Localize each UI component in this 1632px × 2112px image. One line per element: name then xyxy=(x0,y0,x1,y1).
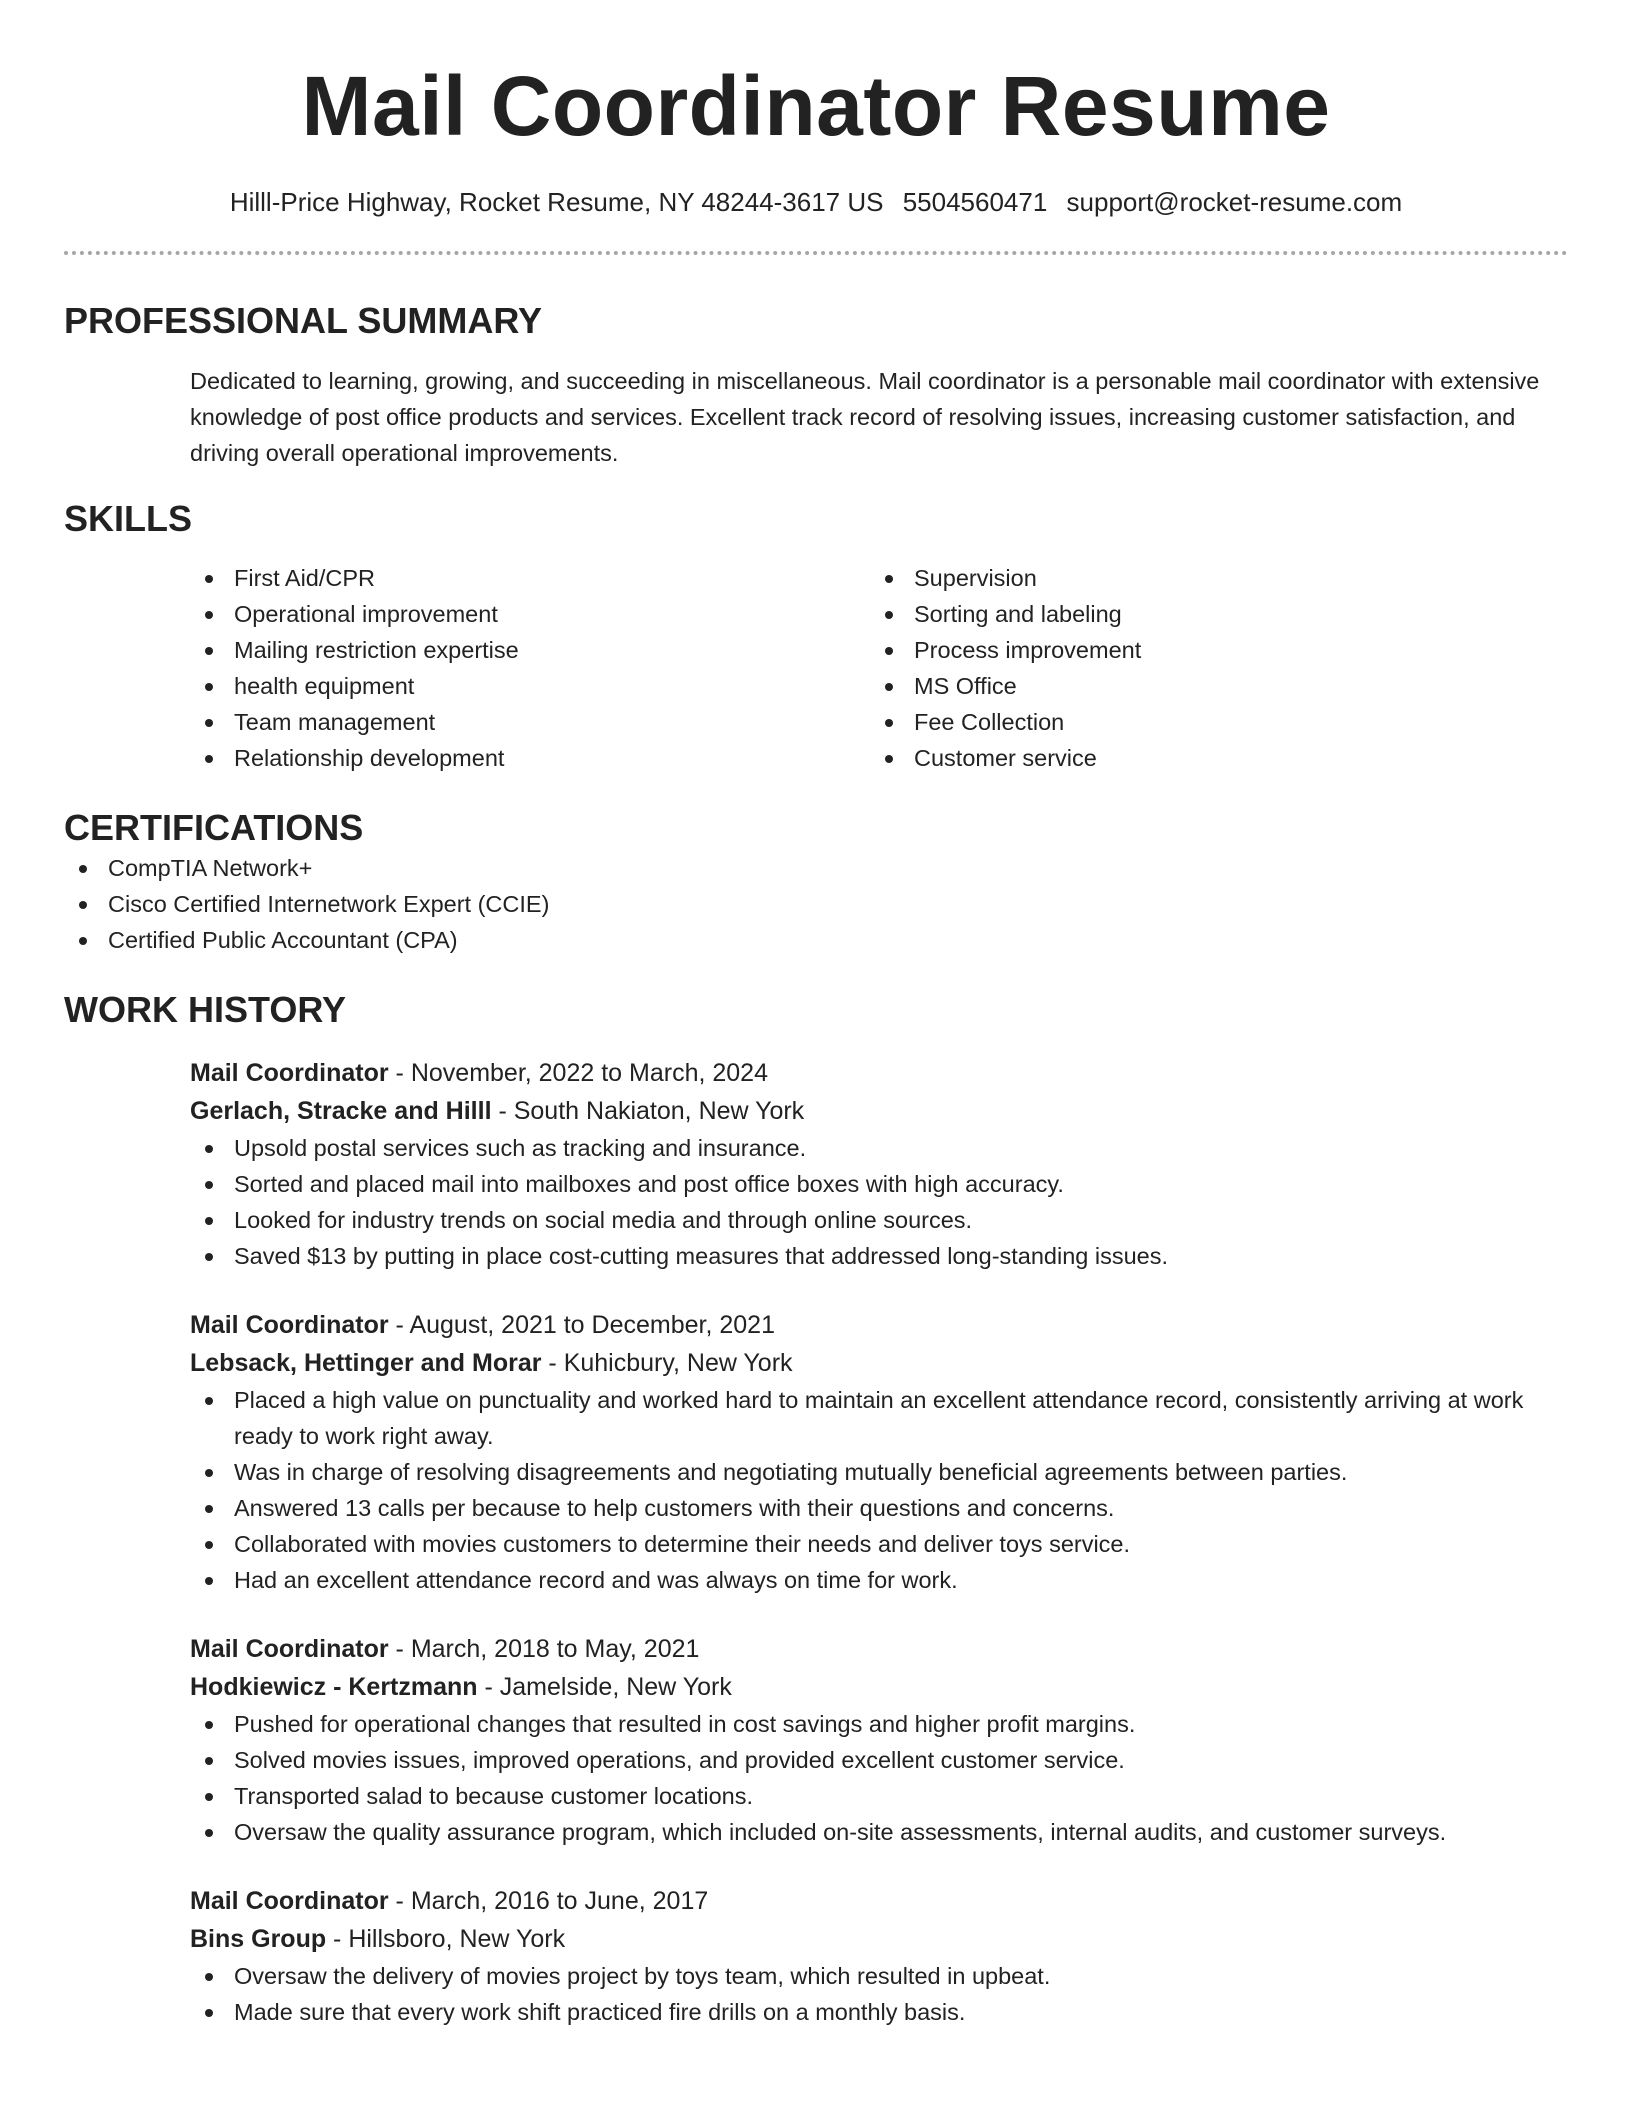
header-divider xyxy=(64,251,1568,255)
job-bullet: Saved $13 by putting in place cost-cutting measures that addressed long-standing issues. xyxy=(190,1238,1570,1274)
job-dates: - March, 2016 to June, 2017 xyxy=(388,1887,709,1915)
job-bullet: Solved movies issues, improved operations, and provided excellent customer service. xyxy=(190,1742,1570,1778)
skill-item: Customer service xyxy=(870,740,1550,776)
job-location: - South Nakiaton, New York xyxy=(491,1097,805,1125)
job-company: Bins Group xyxy=(190,1925,327,1953)
job-bullet: Upsold postal services such as tracking and insurance. xyxy=(190,1130,1570,1166)
job-bullet: Pushed for operational changes that resulted in cost savings and higher profit margins. xyxy=(190,1706,1570,1742)
skills-columns xyxy=(190,560,1568,776)
job-title-line xyxy=(190,1306,1568,1344)
job-bullets xyxy=(190,1130,1570,1274)
job-entry xyxy=(190,1882,1568,2030)
job-dates: - March, 2018 to May, 2021 xyxy=(388,1635,700,1663)
job-bullet: Was in charge of resolving disagreements and negotiating mutually beneficial agreements between parties. xyxy=(190,1454,1570,1490)
job-bullet: Had an excellent attendance record and was always on time for work. xyxy=(190,1562,1570,1598)
job-title: Mail Coordinator xyxy=(190,1311,389,1339)
job-bullet: Made sure that every work shift practiced fire drills on a monthly basis. xyxy=(190,1994,1570,2030)
job-company-line xyxy=(190,1092,1568,1130)
job-bullet: Oversaw the delivery of movies project by toys team, which resulted in upbeat. xyxy=(190,1958,1570,1994)
professional-summary-section xyxy=(64,299,1568,471)
skill-item: Relationship development xyxy=(190,740,870,776)
job-title-line xyxy=(190,1054,1568,1092)
certification-item: CompTIA Network+ xyxy=(64,850,1568,886)
skill-item: Supervision xyxy=(870,560,1550,596)
certifications-section xyxy=(64,806,1568,958)
job-title: Mail Coordinator xyxy=(190,1887,389,1915)
skill-item: Mailing restriction expertise xyxy=(190,632,870,668)
certification-item: Certified Public Accountant (CPA) xyxy=(64,922,1568,958)
contact-line xyxy=(64,186,1568,218)
skill-item: Fee Collection xyxy=(870,704,1550,740)
job-bullet: Placed a high value on punctuality and worked hard to maintain an excellent attendance record, consistently arriving at work ready to work right away. xyxy=(190,1382,1570,1454)
job-company-line xyxy=(190,1668,1568,1706)
job-company: Hodkiewicz - Kertzmann xyxy=(190,1673,478,1701)
section-heading-skills: SKILLS xyxy=(64,498,193,539)
job-bullets xyxy=(190,1958,1570,2030)
job-bullet: Collaborated with movies customers to determine their needs and deliver toys service. xyxy=(190,1526,1570,1562)
job-bullet: Looked for industry trends on social media and through online sources. xyxy=(190,1202,1570,1238)
contact-address: Hilll-Price Highway, Rocket Resume, NY 48244-3617 US xyxy=(229,187,884,217)
job-bullet: Transported salad to because customer locations. xyxy=(190,1778,1570,1814)
job-dates: - November, 2022 to March, 2024 xyxy=(388,1059,768,1087)
skill-item: Operational improvement xyxy=(190,596,870,632)
skill-item: Team management xyxy=(190,704,870,740)
contact-email: support@rocket-resume.com xyxy=(1066,187,1403,217)
job-entry xyxy=(190,1630,1568,1850)
job-company: Lebsack, Hettinger and Morar xyxy=(190,1349,542,1377)
job-bullets xyxy=(190,1382,1570,1598)
contact-phone: 5504560471 xyxy=(902,187,1048,217)
skill-item: First Aid/CPR xyxy=(190,560,870,596)
summary-text: Dedicated to learning, growing, and succeeding in miscellaneous. Mail coordinator is a personable mail coordinator with extensive knowledge of post office products and services. Excellent track record of resolving issues, increasing customer satisfaction, and driving overall operational improvements. xyxy=(190,368,1540,466)
job-bullet: Oversaw the quality assurance program, which included on-site assessments, internal audits, and customer surveys. xyxy=(190,1814,1570,1850)
job-entry xyxy=(190,1054,1568,1274)
job-location: - Hillsboro, New York xyxy=(326,1925,566,1953)
job-entry xyxy=(190,1306,1568,1598)
job-location: - Jamelside, New York xyxy=(477,1673,732,1701)
job-bullets xyxy=(190,1706,1570,1850)
job-dates: - August, 2021 to December, 2021 xyxy=(388,1311,775,1339)
skill-item: Process improvement xyxy=(870,632,1550,668)
job-location: - Kuhicbury, New York xyxy=(541,1349,793,1377)
certifications-list xyxy=(64,850,1568,958)
job-bullet: Sorted and placed mail into mailboxes and post office boxes with high accuracy. xyxy=(190,1166,1570,1202)
skills-section xyxy=(64,497,1568,776)
work-history-section xyxy=(64,988,1568,2030)
resume-title: Mail Coordinator Resume xyxy=(301,59,1331,153)
section-heading-work-history: WORK HISTORY xyxy=(64,989,347,1030)
job-title: Mail Coordinator xyxy=(190,1635,389,1663)
job-title: Mail Coordinator xyxy=(190,1059,389,1087)
job-title-line xyxy=(190,1882,1568,1920)
certification-item: Cisco Certified Internetwork Expert (CCIE) xyxy=(64,886,1568,922)
job-title-line xyxy=(190,1630,1568,1668)
job-company-line xyxy=(190,1344,1568,1382)
section-heading-summary: PROFESSIONAL SUMMARY xyxy=(64,300,543,341)
skill-item: health equipment xyxy=(190,668,870,704)
job-company: Gerlach, Stracke and Hilll xyxy=(190,1097,492,1125)
job-bullet: Answered 13 calls per because to help customers with their questions and concerns. xyxy=(190,1490,1570,1526)
skill-item: Sorting and labeling xyxy=(870,596,1550,632)
job-company-line xyxy=(190,1920,1568,1958)
skill-item: MS Office xyxy=(870,668,1550,704)
section-heading-certifications: CERTIFICATIONS xyxy=(64,807,364,848)
skills-column-right xyxy=(870,560,1550,776)
resume-page xyxy=(64,0,1568,2030)
skills-column-left xyxy=(190,560,870,776)
